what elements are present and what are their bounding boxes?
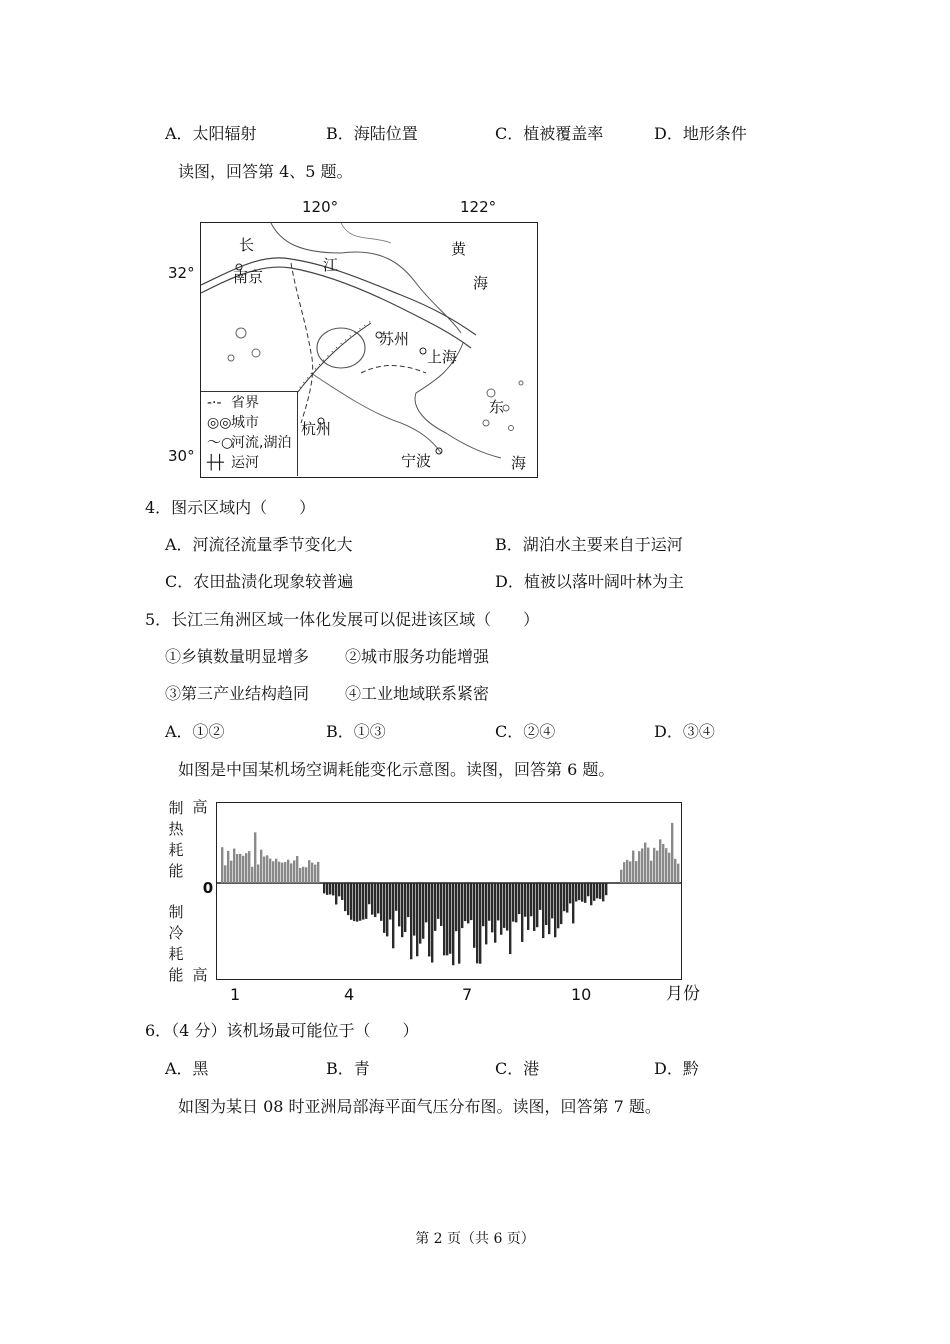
heating-bar [260, 850, 262, 883]
heating-bar [626, 860, 628, 883]
cooling-bar [338, 883, 340, 896]
cooling-bar [332, 883, 334, 895]
cooling-bar [449, 883, 451, 954]
q5-stem: 5．长江三角洲区域一体化发展可以促进该区域（ ） [145, 610, 540, 629]
cooling-bar [581, 883, 583, 902]
cooling-bar [362, 883, 364, 920]
cooling-bar [554, 883, 556, 937]
q5-item-4: ④工业地域联系紧密 [345, 684, 490, 703]
q5-item-1: ①乡镇数量明显增多 [165, 647, 310, 666]
heating-bar [671, 823, 673, 883]
q5-item-3: ③第三产业结构趋同 [165, 684, 310, 703]
cooling-bar [458, 883, 460, 964]
lat-label-30: 30° [168, 447, 195, 465]
label-chang: 长 [239, 236, 255, 254]
lon-label-122: 122° [460, 198, 497, 216]
x-tick-7: 7 [462, 985, 473, 1004]
label-shanghai: 上海 [427, 348, 458, 366]
q7-intro: 如图为某日 08 时亚洲局部海平面气压分布图。读图，回答第 7 题。 [178, 1097, 661, 1116]
cooling-bar [593, 883, 595, 901]
x-tick-10: 10 [571, 985, 592, 1004]
heating-bar [269, 859, 271, 883]
heating-bar [275, 859, 277, 883]
heating-bar [224, 865, 226, 883]
cooling-bar [443, 883, 445, 955]
cooling-bar [440, 883, 442, 926]
cooling-bar [530, 883, 532, 916]
heating-bar [296, 856, 298, 883]
cooling-bar [452, 883, 454, 965]
cooling-bar [374, 883, 376, 917]
cooling-bar [350, 883, 352, 920]
heating-bar [674, 859, 676, 883]
cooling-bar [386, 883, 388, 936]
page-footer: 第 2 页（共 6 页） [415, 1231, 535, 1247]
cooling-bar [377, 883, 379, 913]
cooling-bar [353, 883, 355, 921]
label-huang: 黄 [451, 240, 467, 258]
heating-bar [668, 853, 670, 883]
heating-bar [263, 856, 265, 883]
cooling-bar [569, 883, 571, 903]
q6-option-c: C．港 [495, 1059, 540, 1078]
y-label-high-bottom: 高 [192, 966, 208, 984]
cooling-bar [455, 883, 457, 931]
heating-bar [305, 867, 307, 883]
q6-option-b: B．青 [326, 1059, 370, 1078]
cooling-bar [521, 883, 523, 942]
cooling-bar [572, 883, 574, 923]
cooling-bar [578, 883, 580, 900]
q4-option-c: C．农田盐渍化现象较普遍 [165, 572, 354, 591]
cooling-bar [527, 883, 529, 930]
cooling-bar [425, 883, 427, 922]
q4-option-a: A．河流径流量季节变化大 [165, 535, 353, 554]
cooling-bar [500, 883, 502, 935]
heating-bar [311, 863, 313, 883]
q4-option-b: B．湖泊水主要来自于运河 [495, 535, 683, 554]
q5-option-c: C．②④ [495, 722, 556, 741]
cooling-bar [404, 883, 406, 932]
cooling-bar [398, 883, 400, 926]
heating-bar [242, 856, 244, 883]
map-legend [201, 391, 298, 476]
cooling-bar [545, 883, 547, 925]
cooling-bar [542, 883, 544, 938]
lat-label-32: 32° [168, 264, 195, 282]
label-ningbo: 宁波 [401, 452, 432, 470]
heating-bar [629, 861, 631, 883]
heating-bar [620, 870, 622, 883]
cooling-bar [437, 883, 439, 919]
cooling-bar [536, 883, 538, 927]
cooling-bar [596, 883, 598, 898]
cooling-bar [503, 883, 505, 928]
cooling-bar [335, 883, 337, 904]
cooling-bar [380, 883, 382, 921]
legend-river-lake: 〜○河流,湖泊 [207, 435, 292, 451]
cooling-bar [515, 883, 517, 922]
cooling-bar [359, 883, 361, 921]
cooling-bar [551, 883, 553, 918]
cooling-bar [416, 883, 418, 956]
cooling-bar [419, 883, 421, 944]
cooling-bar [428, 883, 430, 956]
energy-chart-svg [217, 803, 681, 979]
cooling-bar [590, 883, 592, 905]
cooling-bar [413, 883, 415, 936]
cooling-bar [605, 883, 607, 895]
q6-option-d: D．黔 [654, 1059, 699, 1078]
cooling-bar [470, 883, 472, 920]
cooling-bar [557, 883, 559, 928]
heating-bar [287, 860, 289, 883]
heating-bar [677, 864, 679, 883]
q3-option-a: A．太阳辐射 [165, 124, 257, 143]
cooling-bar [347, 883, 349, 915]
cooling-bar [323, 883, 325, 893]
heating-bar [266, 855, 268, 883]
cooling-bar [407, 883, 409, 917]
cooling-bar [497, 883, 499, 920]
energy-chart [216, 802, 682, 980]
cooling-bar [476, 883, 478, 963]
heating-bar [662, 844, 664, 883]
cooling-bar [464, 883, 466, 921]
y-label-heating: 制 热 耗 能 [168, 799, 184, 880]
heating-bar [635, 861, 637, 883]
q6-option-a: A．黑 [165, 1059, 209, 1078]
q4-option-d: D．植被以落叶阔叶林为主 [495, 572, 684, 591]
label-hai-east: 海 [511, 454, 527, 472]
heating-bar [644, 843, 646, 883]
legend-provincial-border: -·- 省界 [207, 395, 259, 411]
cooling-bar [533, 883, 535, 931]
cooling-bar [341, 883, 343, 900]
heating-bar [236, 854, 238, 883]
cooling-bar [485, 883, 487, 944]
heating-bar [227, 851, 229, 883]
cooling-bar [548, 883, 550, 934]
cooling-bar [566, 883, 568, 913]
cooling-bar [410, 883, 412, 959]
heating-bar [272, 861, 274, 883]
q3-option-c: C．植被覆盖率 [495, 124, 604, 143]
cooling-bar [602, 883, 604, 901]
label-dong: 东 [489, 398, 505, 416]
heating-bar [641, 848, 643, 883]
heating-bar [221, 847, 223, 883]
cooling-bar [434, 883, 436, 931]
cooling-bar [365, 883, 367, 919]
legend-city: ◎◎城市 [207, 415, 259, 431]
cooling-bar [371, 883, 373, 915]
cooling-bar [326, 883, 328, 895]
label-jiang: 江 [323, 256, 339, 274]
heating-bar [245, 853, 247, 883]
heating-bar [293, 860, 295, 883]
q4-stem: 4．图示区域内（ ） [145, 498, 316, 517]
cooling-bar [482, 883, 484, 926]
cooling-bar [563, 883, 565, 911]
cooling-bar [506, 883, 508, 931]
label-suzhou: 苏州 [379, 330, 410, 348]
heating-bar [650, 861, 652, 883]
heating-bar [239, 854, 241, 883]
cooling-bar [431, 883, 433, 963]
heating-bar [656, 851, 658, 883]
cooling-bar [344, 883, 346, 911]
y-label-zero: 0 [202, 879, 214, 897]
heating-bar [632, 851, 634, 883]
heating-bar [623, 862, 625, 883]
heating-bar [281, 863, 283, 883]
heating-bar [233, 849, 235, 883]
cooling-bar [467, 883, 469, 923]
heating-bar [248, 851, 250, 883]
heating-bar [638, 851, 640, 883]
y-label-high-top: 高 [192, 798, 208, 816]
label-nanjing: 南京 [233, 268, 264, 286]
cooling-bar [599, 883, 601, 899]
cooling-bar [584, 883, 586, 903]
cooling-bar [524, 883, 526, 917]
cooling-bar [422, 883, 424, 939]
heating-bar [314, 865, 316, 883]
heating-bar [284, 862, 286, 883]
cooling-bar [356, 883, 358, 922]
map-intro: 读图，回答第 4、5 题。 [178, 162, 353, 181]
cooling-bar [518, 883, 520, 914]
cooling-bar [587, 883, 589, 896]
heating-bar [257, 864, 259, 883]
heating-bar [659, 839, 661, 883]
label-hangzhou: 杭州 [301, 420, 332, 438]
cooling-bar [395, 883, 397, 911]
cooling-bar [491, 883, 493, 932]
x-tick-1: 1 [230, 985, 241, 1004]
heating-bar [308, 860, 310, 883]
legend-canal: ┼┼ 运河 [207, 455, 259, 471]
cooling-bar [509, 883, 511, 954]
cooling-bar [329, 883, 331, 894]
heating-bar [290, 863, 292, 883]
cooling-bar [560, 883, 562, 924]
q5-option-d: D．③④ [654, 722, 715, 741]
heating-bar [647, 848, 649, 883]
heating-bar [317, 862, 319, 883]
lon-label-120: 120° [302, 198, 339, 216]
heating-bar [653, 848, 655, 883]
heating-bar [299, 868, 301, 883]
cooling-bar [479, 883, 481, 964]
chart-intro: 如图是中国某机场空调耗能变化示意图。读图，回答第 6 题。 [178, 760, 615, 779]
q5-option-b: B．①③ [326, 722, 386, 741]
label-hai-yellow: 海 [473, 274, 489, 292]
q6-stem: 6．（4 分）该机场最可能位于（ ） [145, 1021, 419, 1040]
q3-option-d: D．地形条件 [654, 124, 747, 143]
heating-bar [665, 848, 667, 883]
y-label-cooling: 制 冷 耗 能 [168, 903, 184, 984]
cooling-bar [473, 883, 475, 948]
cooling-bar [461, 883, 463, 928]
x-tick-4: 4 [344, 985, 355, 1004]
cooling-bar [383, 883, 385, 933]
heating-bar [254, 832, 256, 883]
cooling-bar [512, 883, 514, 922]
heating-bar [302, 867, 304, 883]
cooling-bar [539, 883, 541, 910]
yangtze-delta-map [200, 222, 538, 478]
q5-item-2: ②城市服务功能增强 [345, 647, 490, 666]
cooling-bar [494, 883, 496, 943]
heating-bar [251, 867, 253, 883]
q3-option-b: B．海陆位置 [326, 124, 418, 143]
cooling-bar [575, 883, 577, 902]
cooling-bar [446, 883, 448, 955]
cooling-bar [368, 883, 370, 904]
heating-bar [278, 862, 280, 883]
cooling-bar [389, 883, 391, 920]
x-unit-label: 月份 [666, 984, 700, 1004]
q5-option-a: A．①② [165, 722, 225, 741]
cooling-bar [401, 883, 403, 937]
heating-bar [230, 861, 232, 883]
cooling-bar [488, 883, 490, 921]
cooling-bar [392, 883, 394, 948]
